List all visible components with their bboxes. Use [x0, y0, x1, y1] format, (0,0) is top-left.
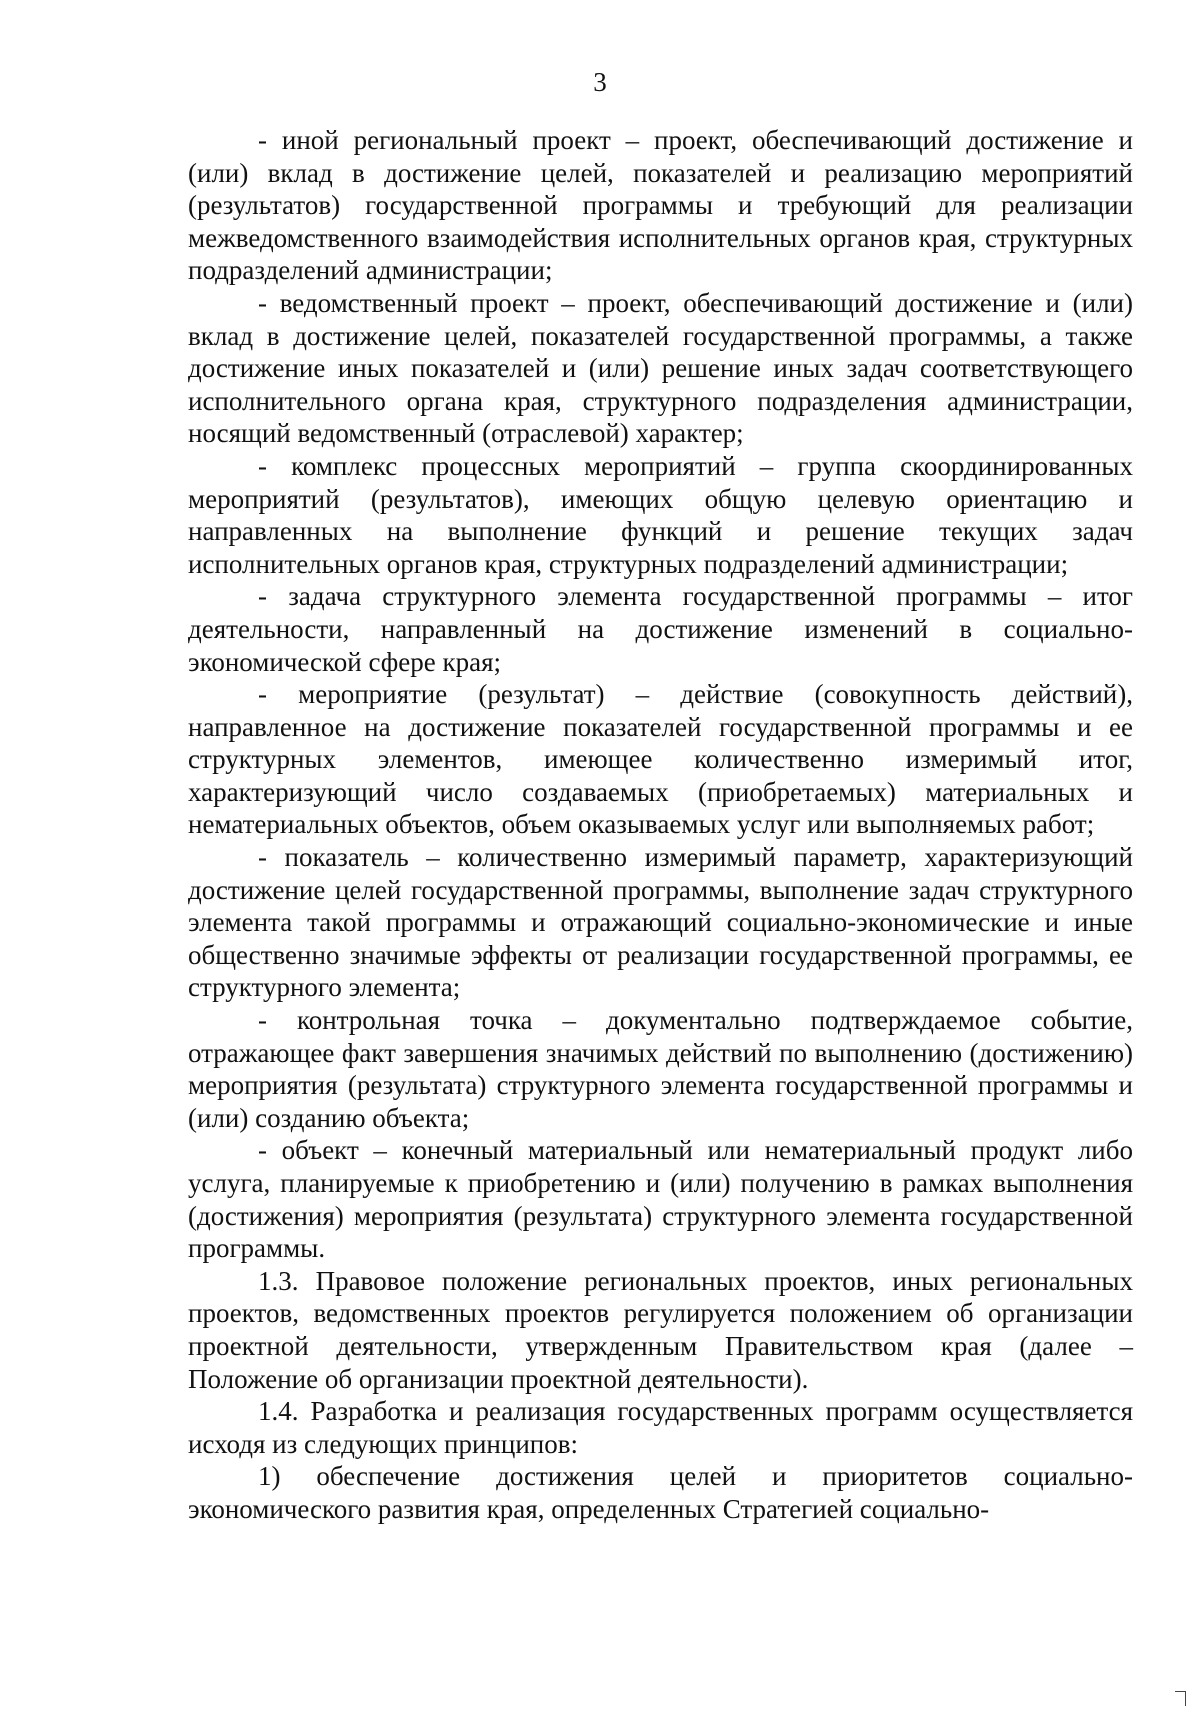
- paragraph-principle-1: 1) обеспечение достижения целей и приоритетов социально-экономического развития края, определенных Стратегией социально-: [188, 1461, 1133, 1524]
- paragraph-departmental-project: - ведомственный проект – проект, обеспечивающий достижение и (или) вклад в достижение целей, показателей государственной программы, а также достижение иных показателей и (или) решение иных задач соответствующего исполнительного органа края, структурного подразделения администрации, носящий ведомственный (отраслевой) характер;: [188, 287, 1133, 449]
- paragraph-other-regional-project: - иной региональный проект – проект, обеспечивающий достижение и (или) вклад в достижение целей, показателей и реализацию мероприятий (результатов) государственной программы и требующий для реализации межведомственного взаимодействия исполнительных органов края, структурных подразделений администрации;: [188, 125, 1133, 286]
- paragraph-process-activities-complex: - комплекс процессных мероприятий – группа скоординированных мероприятий (результатов), имеющих общую целевую ориентацию и направленных на выполнение функций и решение текущих задач исполнительных органов края, структурных подразделений администрации;: [188, 450, 1133, 579]
- paragraph-structural-element-task: - задача структурного элемента государственной программы – итог деятельности, направленный на достижение изменений в социально-экономической сфере края;: [188, 581, 1133, 677]
- paragraph-control-point: - контрольная точка – документально подтверждаемое событие, отражающее факт завершения значимых действий по выполнению (достижению) мероприятия (результата) структурного элемента государственной программы и (или) созданию объекта;: [188, 1005, 1133, 1133]
- paragraph-section-1-3: 1.3. Правовое положение региональных проектов, иных региональных проектов, ведомственных проектов регулируется положением об организации проектной деятельности, утвержденным Правительством края (далее – Положение об организации проектной деятельности).: [188, 1265, 1133, 1394]
- document-body: [188, 124, 1133, 1526]
- scan-corner-mark: [1175, 1691, 1186, 1706]
- paragraph-activity-result: - мероприятие (результат) – действие (совокупность действий), направленное на достижение показателей государственной программы и ее структурных элементов, имеющее количественно измеримый итог, характеризующий число создаваемых (приобретаемых) материальных и нематериальных объектов, объем оказываемых услуг или выполняемых работ;: [188, 679, 1133, 840]
- paragraph-indicator: - показатель – количественно измеримый параметр, характеризующий достижение целей государственной программы, выполнение задач структурного элемента такой программы и отражающий социально-экономические и иные общественно значимые эффекты от реализации государственной программы, ее структурного элемента;: [188, 842, 1133, 1003]
- paragraph-section-1-4: 1.4. Разработка и реализация государственных программ осуществляется исходя из следующих принципов:: [188, 1396, 1133, 1459]
- page-number: 3: [593, 67, 607, 97]
- paragraph-object: - объект – конечный материальный или нематериальный продукт либо услуга, планируемые к приобретению и (или) получению в рамках выполнения (достижения) мероприятия (результата) структурного элемента государственной программы.: [188, 1135, 1133, 1264]
